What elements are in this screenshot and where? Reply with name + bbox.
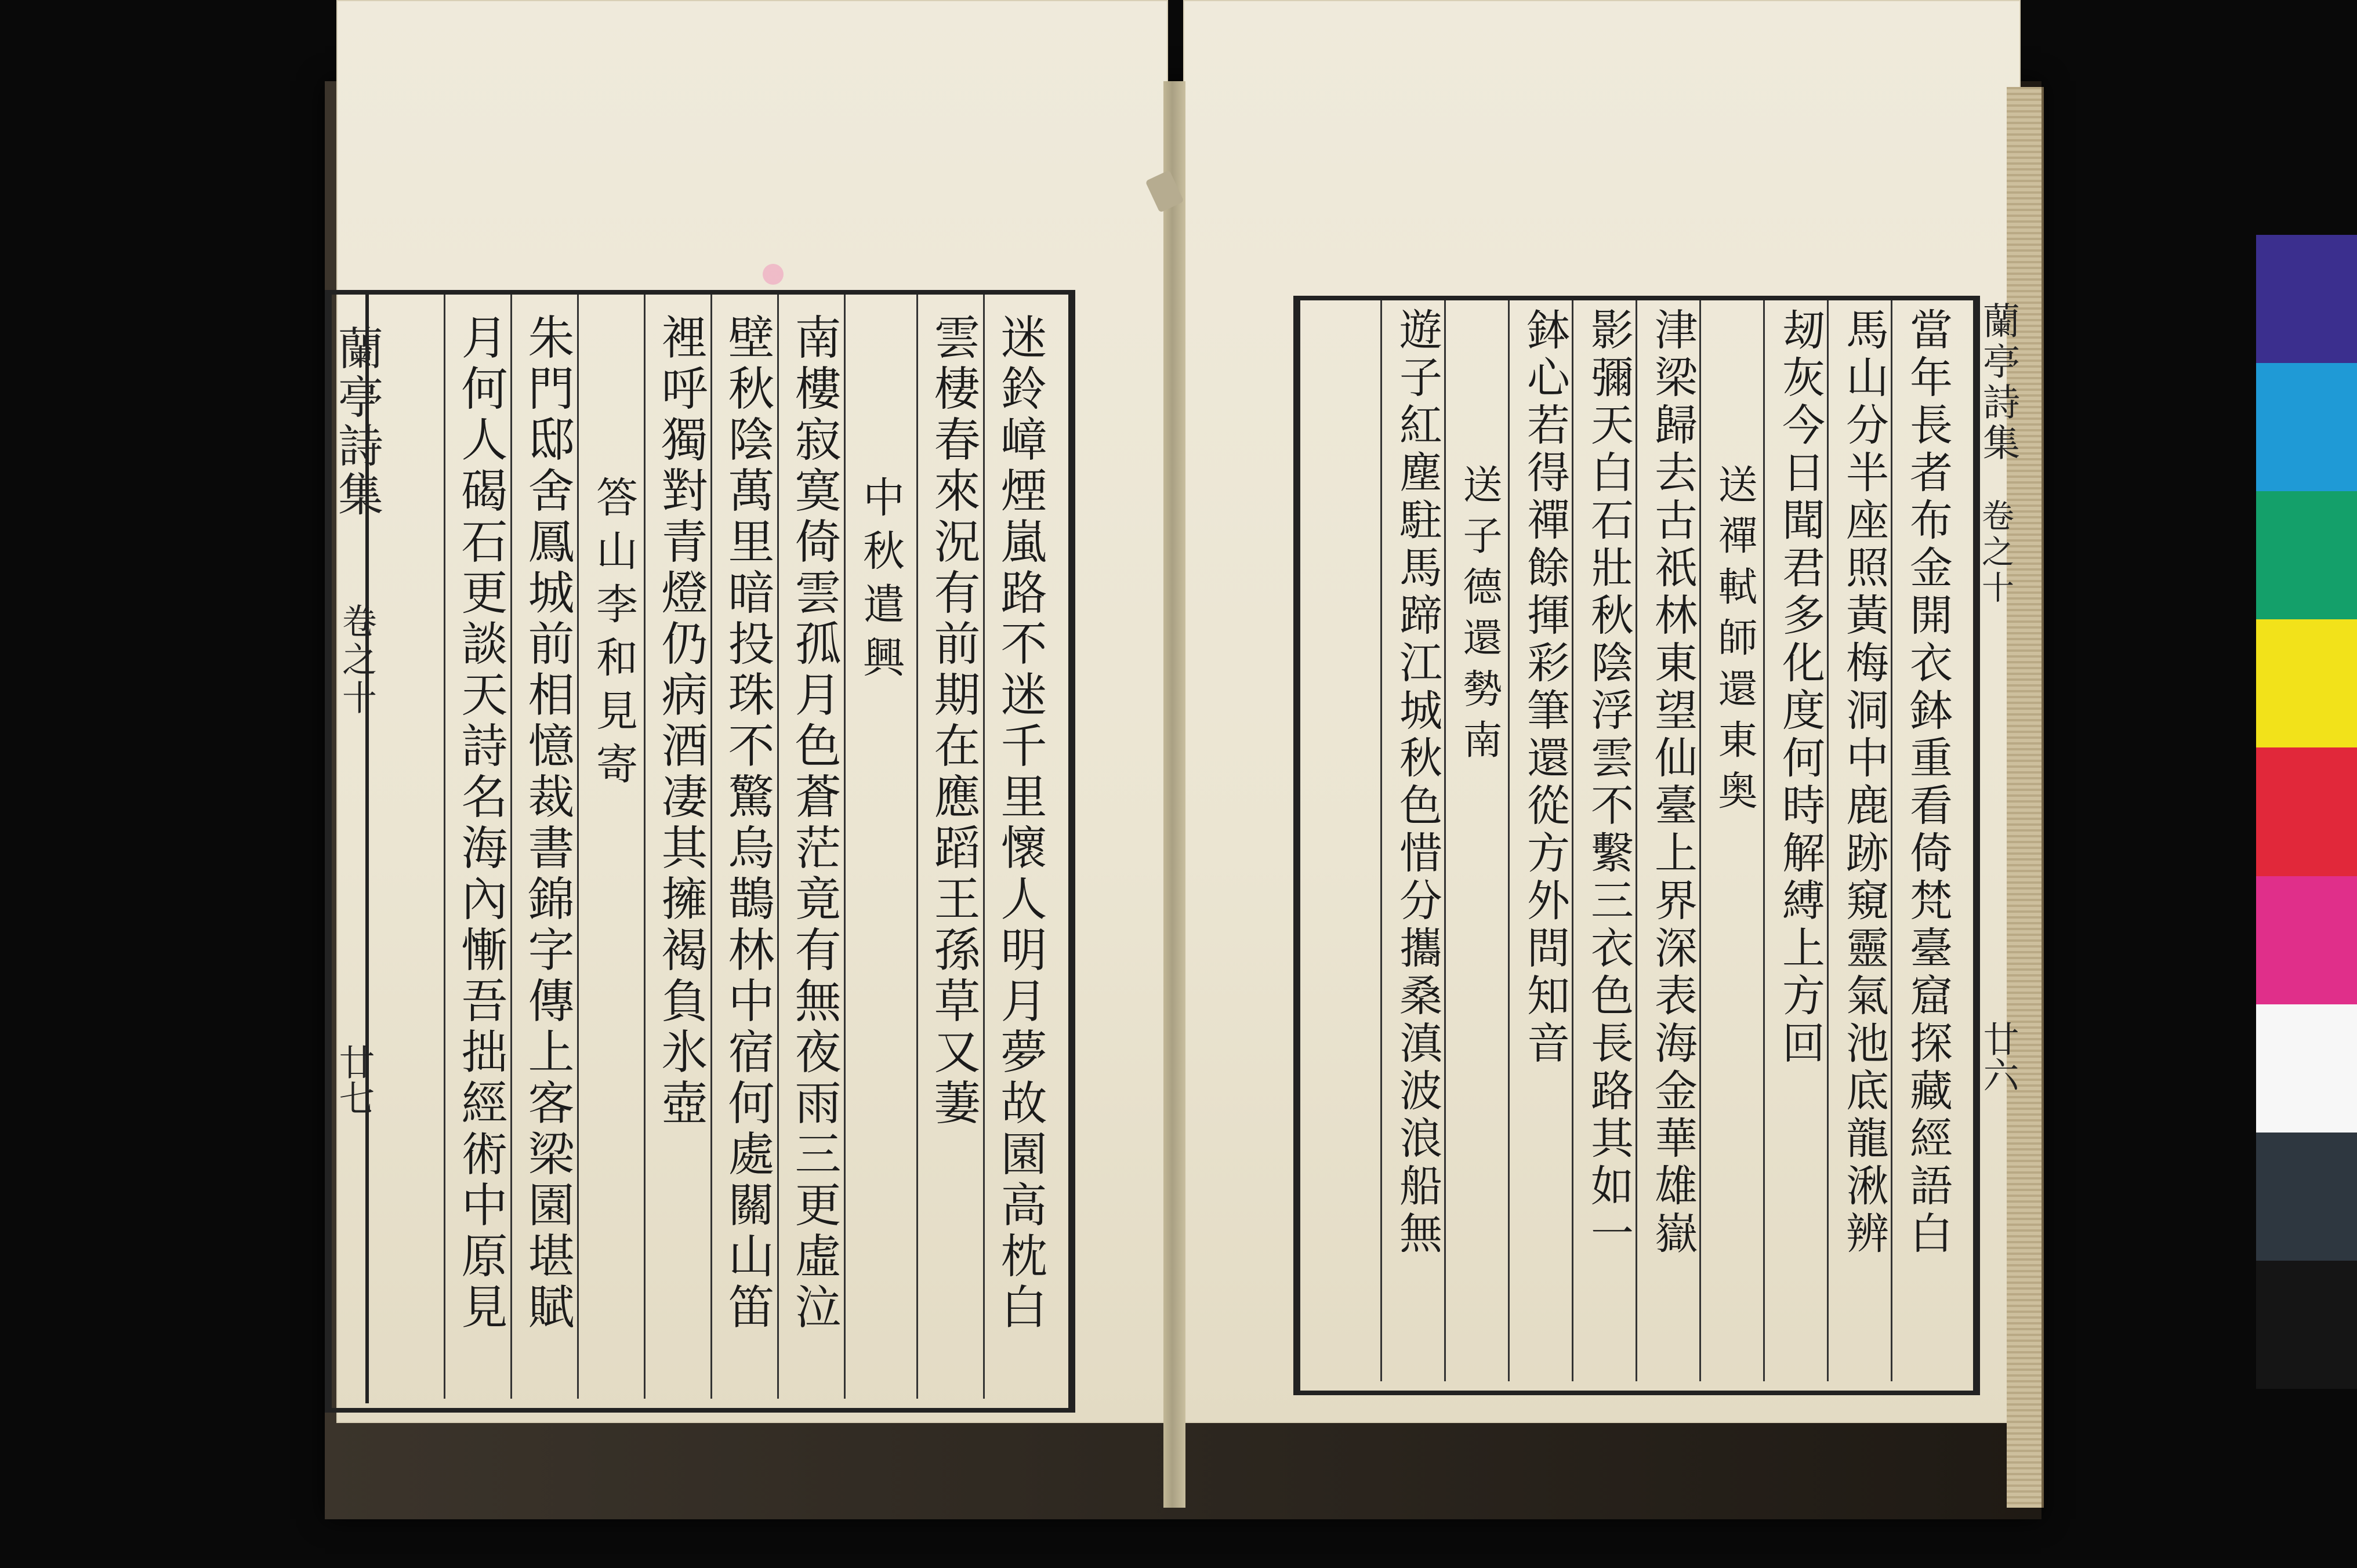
color-patch — [2256, 1004, 2357, 1133]
left-margin-title: 蘭亭詩集 — [331, 325, 383, 520]
column-rule — [1699, 300, 1701, 1381]
text-column: 刼灰今日聞君多化度何時解縛上方回 — [1775, 307, 1825, 1068]
column-rule — [510, 295, 512, 1399]
text-column: 影彌天白石壯秋陰浮雲不繫三衣色長路其如一 — [1584, 307, 1634, 1258]
book-gutter — [1163, 81, 1185, 1508]
color-patch — [2256, 491, 2357, 619]
color-patch — [2256, 619, 2357, 747]
column-rule — [916, 295, 918, 1399]
page-edges — [2007, 87, 2044, 1508]
column-rule — [983, 295, 985, 1399]
right-folio: 廿六 — [1977, 1021, 2019, 1092]
column-rule — [1827, 300, 1829, 1381]
poem-title: 送禪軾師還東奥 — [1711, 464, 1757, 821]
color-patch — [2256, 747, 2357, 876]
color-patch — [2256, 363, 2357, 491]
column-rule — [1572, 300, 1573, 1381]
text-column: 南樓寂寞倚雲孤月色蒼茫竟有無夜雨三更虛泣 — [787, 313, 841, 1334]
color-patch — [2256, 235, 2357, 363]
text-column: 朱門邸舍鳳城前相憶裁書錦字傳上客梁園堪賦 — [520, 313, 574, 1334]
column-rule — [1444, 300, 1446, 1381]
right-margin-title: 蘭亭詩集 — [1977, 302, 2019, 464]
poem-title: 答山李和見寄 — [589, 476, 638, 796]
column-rule — [577, 295, 579, 1399]
poem-title: 中秋遣興 — [856, 476, 905, 689]
color-checker — [2256, 235, 2357, 1389]
column-rule — [1636, 300, 1637, 1381]
column-rule — [1891, 300, 1892, 1381]
text-column: 裡呼獨對青燈仍病酒凄其擁褐負氷壺 — [654, 313, 708, 1130]
column-rule — [644, 295, 646, 1399]
column-rule — [710, 295, 712, 1399]
color-patch — [2256, 1261, 2357, 1389]
text-column: 鉢心若得禪餘揮彩筆還從方外問知音 — [1520, 307, 1570, 1068]
column-rule — [844, 295, 846, 1399]
text-column: 當年長者布金開衣鉢重看倚梵臺窟探藏經語白 — [1903, 307, 1953, 1258]
text-column: 津梁歸去古祇林東望仙臺上界深表海金華雄嶽 — [1648, 307, 1698, 1258]
column-rule — [1763, 300, 1765, 1381]
text-column: 月何人碣石更談天詩名海內慚吾拙經術中原見 — [454, 313, 507, 1334]
column-rule — [1380, 300, 1382, 1381]
left-folio: 廿七 — [333, 1044, 375, 1116]
right-margin-juan: 卷之十 — [1977, 499, 2014, 607]
text-column: 迷鈴嶂煙嵐路不迷千里懷人明月夢故園高枕白 — [993, 313, 1047, 1334]
color-patch — [2256, 1133, 2357, 1261]
text-column: 雲棲春來況有前期在應蹈王孫草又萋 — [926, 313, 980, 1130]
left-margin-juan: 卷之十 — [336, 603, 377, 718]
column-rule — [1508, 300, 1510, 1381]
column-rule — [777, 295, 779, 1399]
poem-title: 送子德還勢南 — [1456, 464, 1502, 770]
text-column: 馬山分半座照黃梅洞中鹿跡窺靈氣池底龍湫辨 — [1839, 307, 1889, 1258]
column-rule — [444, 295, 445, 1399]
text-column: 壁秋陰萬里暗投珠不驚烏鵲林中宿何處關山笛 — [720, 313, 774, 1334]
text-column: 遊子紅塵駐馬蹄江城秋色惜分攜桑滇波浪船無 — [1393, 307, 1442, 1258]
stain-mark — [763, 264, 784, 285]
color-patch — [2256, 876, 2357, 1004]
